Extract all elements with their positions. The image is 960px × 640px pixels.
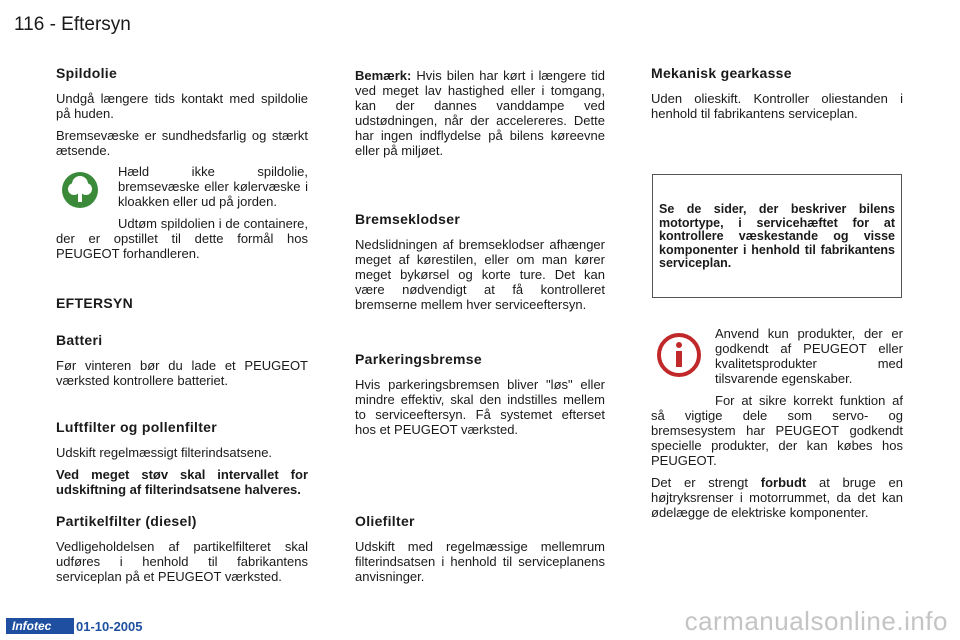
paragraph: For at sikre korrekt funktion af så vigtige dele som servo- og bremsesystem har PEUGEOT godkendt specielle produkter, der kan købes hos PEUGEOT.	[651, 393, 903, 468]
text-run: Det er strengt	[651, 475, 761, 490]
section-title-partikelfilter: Partikelfilter (diesel)	[56, 513, 197, 529]
column-middle	[355, 68, 605, 165]
paragraph: Vedligeholdelsen af partikelfilteret skal udføres i henhold til fabrikantens serviceplan på et PEUGEOT værksted.	[56, 539, 308, 584]
paragraph: Nedslidningen af bremseklodser afhænger meget af kørestilen, eller om man kører meget bykørsel og korte ture. Det kan være nødvendigt at få kontrolleret bremserne mellem hver serviceeftersyn.	[355, 237, 605, 312]
infotec-logo	[6, 618, 74, 634]
footer-date: 01-10-2005	[76, 619, 143, 634]
section-title-batteri: Batteri	[56, 332, 103, 348]
section-title-spildolie: Spildolie	[56, 65, 118, 81]
paragraph: Hæld ikke spildolie, bremsevæske eller kølervæske i kloakken eller ud på jorden.	[118, 164, 308, 209]
bemaerk-label: Bemærk:	[355, 68, 412, 83]
bemaerk-text: Hvis bilen har kørt i længere tid ved meget lav hastighed eller i tomgang, kan der dannes vanddampe ved udstødningen, når der accelereres. Dette har ingen indflydelse på bilens køreevne eller på miljøet.	[355, 68, 605, 158]
logo-text: Infotec	[12, 619, 52, 633]
section-oliefilter	[355, 514, 605, 591]
section-gearkasse	[651, 66, 903, 128]
paragraph: Udskift med regelmæssige mellemrum filterindsatsen i henhold til serviceplanens anvisninger.	[355, 539, 605, 584]
emphasis-forbudt: forbudt	[760, 475, 807, 490]
paragraph: Anvend kun produkter, der er godkendt af PEUGEOT eller kvalitetsprodukter med tilsvarende egenskaber.	[715, 326, 903, 386]
paragraph: Udskift regelmæssigt filterindsatsene.	[56, 445, 273, 460]
warning-paragraph	[651, 475, 903, 520]
info-note	[651, 326, 903, 527]
warning-paragraph: Ved meget støv skal intervallet for udskiftning af filterindsatsene halveres.	[56, 467, 308, 497]
section-parkeringsbremse	[355, 352, 605, 444]
section-title-eftersyn: EFTERSYN	[56, 295, 134, 311]
section-luftfilter	[56, 420, 308, 504]
section-title-luftfilter: Luftfilter og pollenfilter	[56, 419, 218, 435]
paragraph: Udtøm spildolien i de containere, der er opstillet til dette formål hos PEUGEOT forhandleren.	[56, 216, 308, 261]
text-run: at bruge en højtryksrenser i motorrummet, da det kan ødelægge de elektriske komponenter.	[651, 475, 903, 520]
section-title-gearkasse: Mekanisk gearkasse	[651, 65, 792, 81]
paragraph: Hvis parkeringsbremsen bliver "løs" eller mindre effektiv, skal den indstilles mellem to serviceeftersyn. Få systemet efterset hos et PEUGEOT værksted.	[355, 377, 605, 437]
paragraph: Undgå længere tids kontakt med spildolie på huden.	[56, 91, 308, 121]
section-partikelfilter	[56, 514, 308, 591]
bemaerk-paragraph	[355, 68, 605, 158]
service-note-box: Se de sider, der beskriver bilens motortype, i servicehæftet for at kontrollere væskestande og visse komponenter i henhold til fabrikantens serviceplan.	[652, 174, 902, 298]
section-bremseklodser	[355, 212, 605, 319]
environment-note	[56, 164, 308, 268]
paragraph: Før vinteren bør du lade et PEUGEOT værksted kontrollere batteriet.	[56, 358, 308, 388]
paragraph: Bremsevæske er sundhedsfarlig og stærkt ætsende.	[56, 128, 308, 158]
paragraph: Uden olieskift. Kontroller oliestanden i henhold til fabrikantens serviceplan.	[651, 91, 903, 121]
section-title-parkeringsbremse: Parkeringsbremse	[355, 351, 482, 367]
watermark: carmanualsonline.info	[684, 606, 948, 636]
page-title: 116 - Eftersyn	[14, 14, 131, 35]
section-title-bremseklodser: Bremseklodser	[355, 211, 461, 227]
column-left-lower	[56, 296, 308, 395]
column-left	[56, 66, 308, 165]
section-title-oliefilter: Oliefilter	[355, 513, 415, 529]
